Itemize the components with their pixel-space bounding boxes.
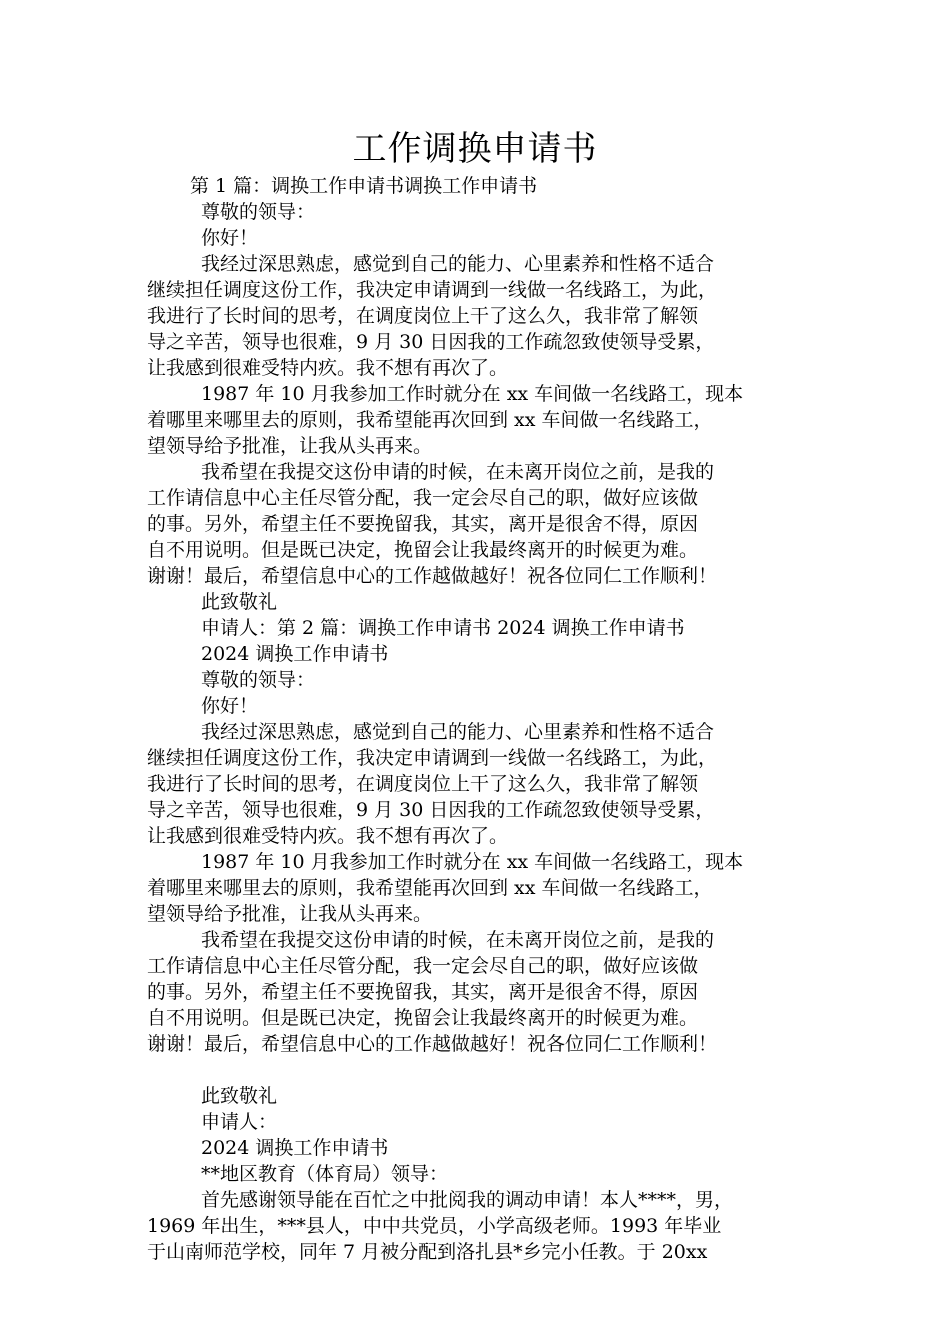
document-body	[147, 173, 827, 1265]
paragraph-line: 望领导给予批准，让我从头再来。	[147, 435, 433, 457]
greeting: 你好！	[201, 695, 259, 717]
salutation: **地区教育（体育局）领导：	[201, 1163, 449, 1185]
paragraph-line: 谢谢！最后，希望信息中心的工作越做越好！祝各位同仁工作顺利！	[147, 565, 718, 587]
paragraph-line: 着哪里来哪里去的原则，我希望能再次回到 xx 车间做一名线路工，	[147, 877, 713, 899]
signature-line: 申请人：第 2 篇：调换工作申请书 2024 调换工作申请书	[201, 617, 685, 639]
paragraph-line: 导之辛苦，领导也很难，9 月 30 日因我的工作疏忽致使领导受累，	[147, 331, 715, 353]
paragraph-line: 继续担任调度这份工作，我决定申请调到一线做一名线路工，为此，	[147, 747, 718, 769]
paragraph-line: 谢谢！最后，希望信息中心的工作越做越好！祝各位同仁工作顺利！	[147, 1033, 718, 1055]
salutation: 尊敬的领导：	[201, 669, 316, 691]
section-heading: 2024 调换工作申请书	[201, 1137, 389, 1159]
signature-line: 申请人：	[201, 1111, 278, 1133]
paragraph-line: 工作请信息中心主任尽管分配，我一定会尽自己的职，做好应该做	[147, 487, 699, 509]
paragraph-line: 自不用说明。但是既已决定，挽留会让我最终离开的时候更为难。	[147, 1007, 699, 1029]
paragraph-line: 首先感谢领导能在百忙之中批阅我的调动申请！本人****，男，	[201, 1189, 734, 1211]
paragraph-line: 我希望在我提交这份申请的时候，在未离开岗位之前，是我的	[201, 929, 715, 951]
document-title: 工作调换申请书	[352, 129, 598, 169]
greeting: 你好！	[201, 227, 259, 249]
paragraph-line: 自不用说明。但是既已决定，挽留会让我最终离开的时候更为难。	[147, 539, 699, 561]
paragraph-line: 工作请信息中心主任尽管分配，我一定会尽自己的职，做好应该做	[147, 955, 699, 977]
blank-line	[147, 1057, 827, 1083]
paragraph-line: 的事。另外，希望主任不要挽留我，其实，离开是很舍不得，原因	[147, 981, 699, 1003]
paragraph-line: 1987 年 10 月我参加工作时就分在 xx 车间做一名线路工，现本	[201, 383, 744, 405]
section-heading: 第 1 篇：调换工作申请书调换工作申请书	[190, 175, 538, 197]
paragraph-line: 继续担任调度这份工作，我决定申请调到一线做一名线路工，为此，	[147, 279, 718, 301]
paragraph-line: 着哪里来哪里去的原则，我希望能再次回到 xx 车间做一名线路工，	[147, 409, 713, 431]
closing: 此致敬礼	[201, 591, 278, 613]
section-heading: 2024 调换工作申请书	[201, 643, 389, 665]
paragraph-line: 的事。另外，希望主任不要挽留我，其实，离开是很舍不得，原因	[147, 513, 699, 535]
paragraph-line: 于山南师范学校，同年 7 月被分配到洛扎县*乡完小任教。于 20xx	[147, 1241, 708, 1263]
paragraph-line: 让我感到很难受特内疚。我不想有再次了。	[147, 825, 509, 847]
paragraph-line: 望领导给予批准，让我从头再来。	[147, 903, 433, 925]
paragraph-line: 我进行了长时间的思考，在调度岗位上干了这么久，我非常了解领	[147, 305, 699, 327]
paragraph-line: 我希望在我提交这份申请的时候，在未离开岗位之前，是我的	[201, 461, 715, 483]
closing: 此致敬礼	[201, 1085, 278, 1107]
paragraph-line: 我经过深思熟虑，感觉到自己的能力、心里素养和性格不适合	[201, 721, 715, 743]
paragraph-line: 1969 年出生，***县人，中中共党员，小学高级老师。1993 年毕业	[147, 1215, 722, 1237]
paragraph-line: 我经过深思熟虑，感觉到自己的能力、心里素养和性格不适合	[201, 253, 715, 275]
salutation: 尊敬的领导：	[201, 201, 316, 223]
paragraph-line: 导之辛苦，领导也很难，9 月 30 日因我的工作疏忽致使领导受累，	[147, 799, 715, 821]
paragraph-line: 我进行了长时间的思考，在调度岗位上干了这么久，我非常了解领	[147, 773, 699, 795]
paragraph-line: 让我感到很难受特内疚。我不想有再次了。	[147, 357, 509, 379]
paragraph-line: 1987 年 10 月我参加工作时就分在 xx 车间做一名线路工，现本	[201, 851, 744, 873]
